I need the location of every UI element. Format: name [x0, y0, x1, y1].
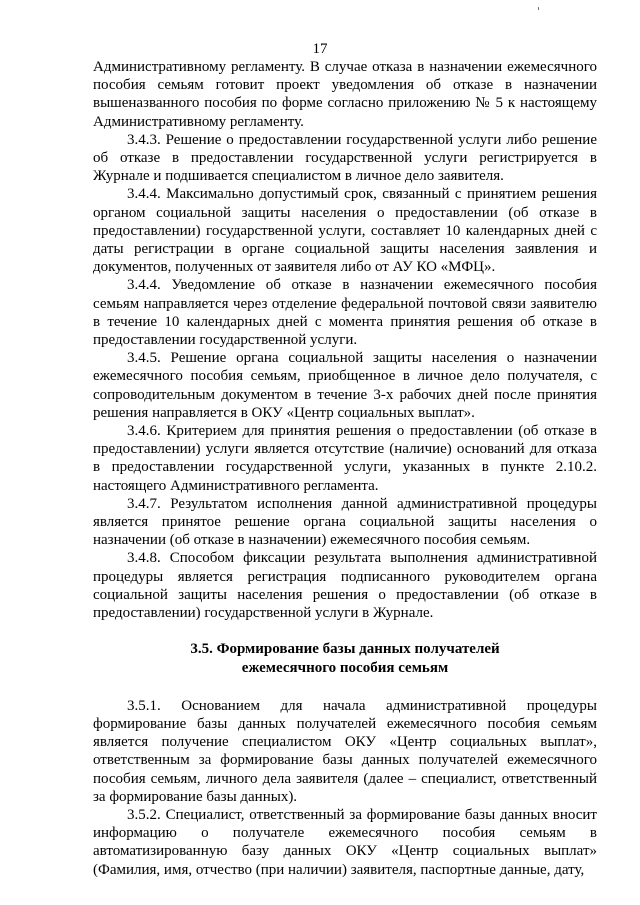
- paragraph-3-5-1: 3.5.1. Основанием для начала административной процедуры формирование базы данных получателей ежемесячного пособия семьям является получение специалистом ОКУ «Центр социальных выплат», ответственным за формирование базы данных получателей ежемесячного пособия семьям, личного дела заявителя (далее – специалист, ответственный за формирование базы данных).: [93, 697, 597, 805]
- paragraph-3-4-3: 3.4.3. Решение о предоставлении государственной услуги либо решение об отказе в предоставлении государственной услуги регистрируется в Журнале и подшивается специалистом в личное дело заявителя.: [93, 131, 597, 185]
- paragraph-3-4-8: 3.4.8. Способом фиксации результата выполнения административной процедуры является регистрация подписанного руководителем органа социальной защиты населения решения о предоставлении (об отказе в предоставлении) государственной услуги в Журнале.: [93, 550, 597, 622]
- scan-mark: [538, 7, 539, 10]
- section-heading-line-2: ежемесячного пособия семьям: [241, 659, 449, 676]
- document-body: [93, 58, 597, 879]
- paragraph-continuation: Административному регламенту. В случае отказа в назначении ежемесячного пособия семьям готовит проект уведомления об отказе в назначении вышеназванного пособия по форме согласно приложению № 5 к настоящему Административному регламенту.: [93, 59, 597, 130]
- page-number: 17: [312, 41, 328, 57]
- section-heading-line-1: 3.5. Формирование базы данных получателей: [190, 641, 500, 658]
- paragraph-3-4-4-notice: 3.4.4. Уведомление об отказе в назначении ежемесячного пособия семьям направляется через отделение федеральной почтовой связи заявителю в течение 10 календарных дней с момента принятия решения об отказе в предоставлении государственной услуги.: [93, 277, 597, 349]
- paragraph-3-4-4-deadline: 3.4.4. Максимально допустимый срок, связанный с принятием решения органом социальной защиты населения о предоставлении (об отказе в предоставлении) государственной услуги, составляет 10 календарных дней с даты регистрации в органе социальной защиты населения заявления и документов, полученных от заявителя либо от АУ КО «МФЦ».: [93, 186, 597, 276]
- paragraph-3-4-5: 3.4.5. Решение органа социальной защиты населения о назначении ежемесячного пособия семьям, приобщенное в личное дело получателя, с сопроводительным документом в течение 3-х рабочих дней после принятия решения направляется в ОКУ «Центр социальных выплат».: [93, 350, 597, 421]
- section-heading: [93, 640, 597, 676]
- paragraph-3-4-7: 3.4.7. Результатом исполнения данной административной процедуры является принятое решение органа социальной защиты населения о назначении (об отказе в назначении) ежемесячного пособия семьям.: [93, 495, 597, 549]
- paragraph-3-5-2: 3.5.2. Специалист, ответственный за формирование базы данных вносит информацию о получателе ежемесячного пособия семьям в автоматизированную базу данных ОКУ «Центр социальных выплат» (Фамилия, имя, отчество (при наличии) заявителя, паспортные данные, дату,: [93, 806, 597, 878]
- paragraph-3-4-6: 3.4.6. Критерием для принятия решения о предоставлении (об отказе в предоставлении) услуги является отсутствие (наличие) оснований для отказа в предоставлении государственной услуги, указанных в пункте 2.10.2. настоящего Административного регламента.: [93, 423, 597, 494]
